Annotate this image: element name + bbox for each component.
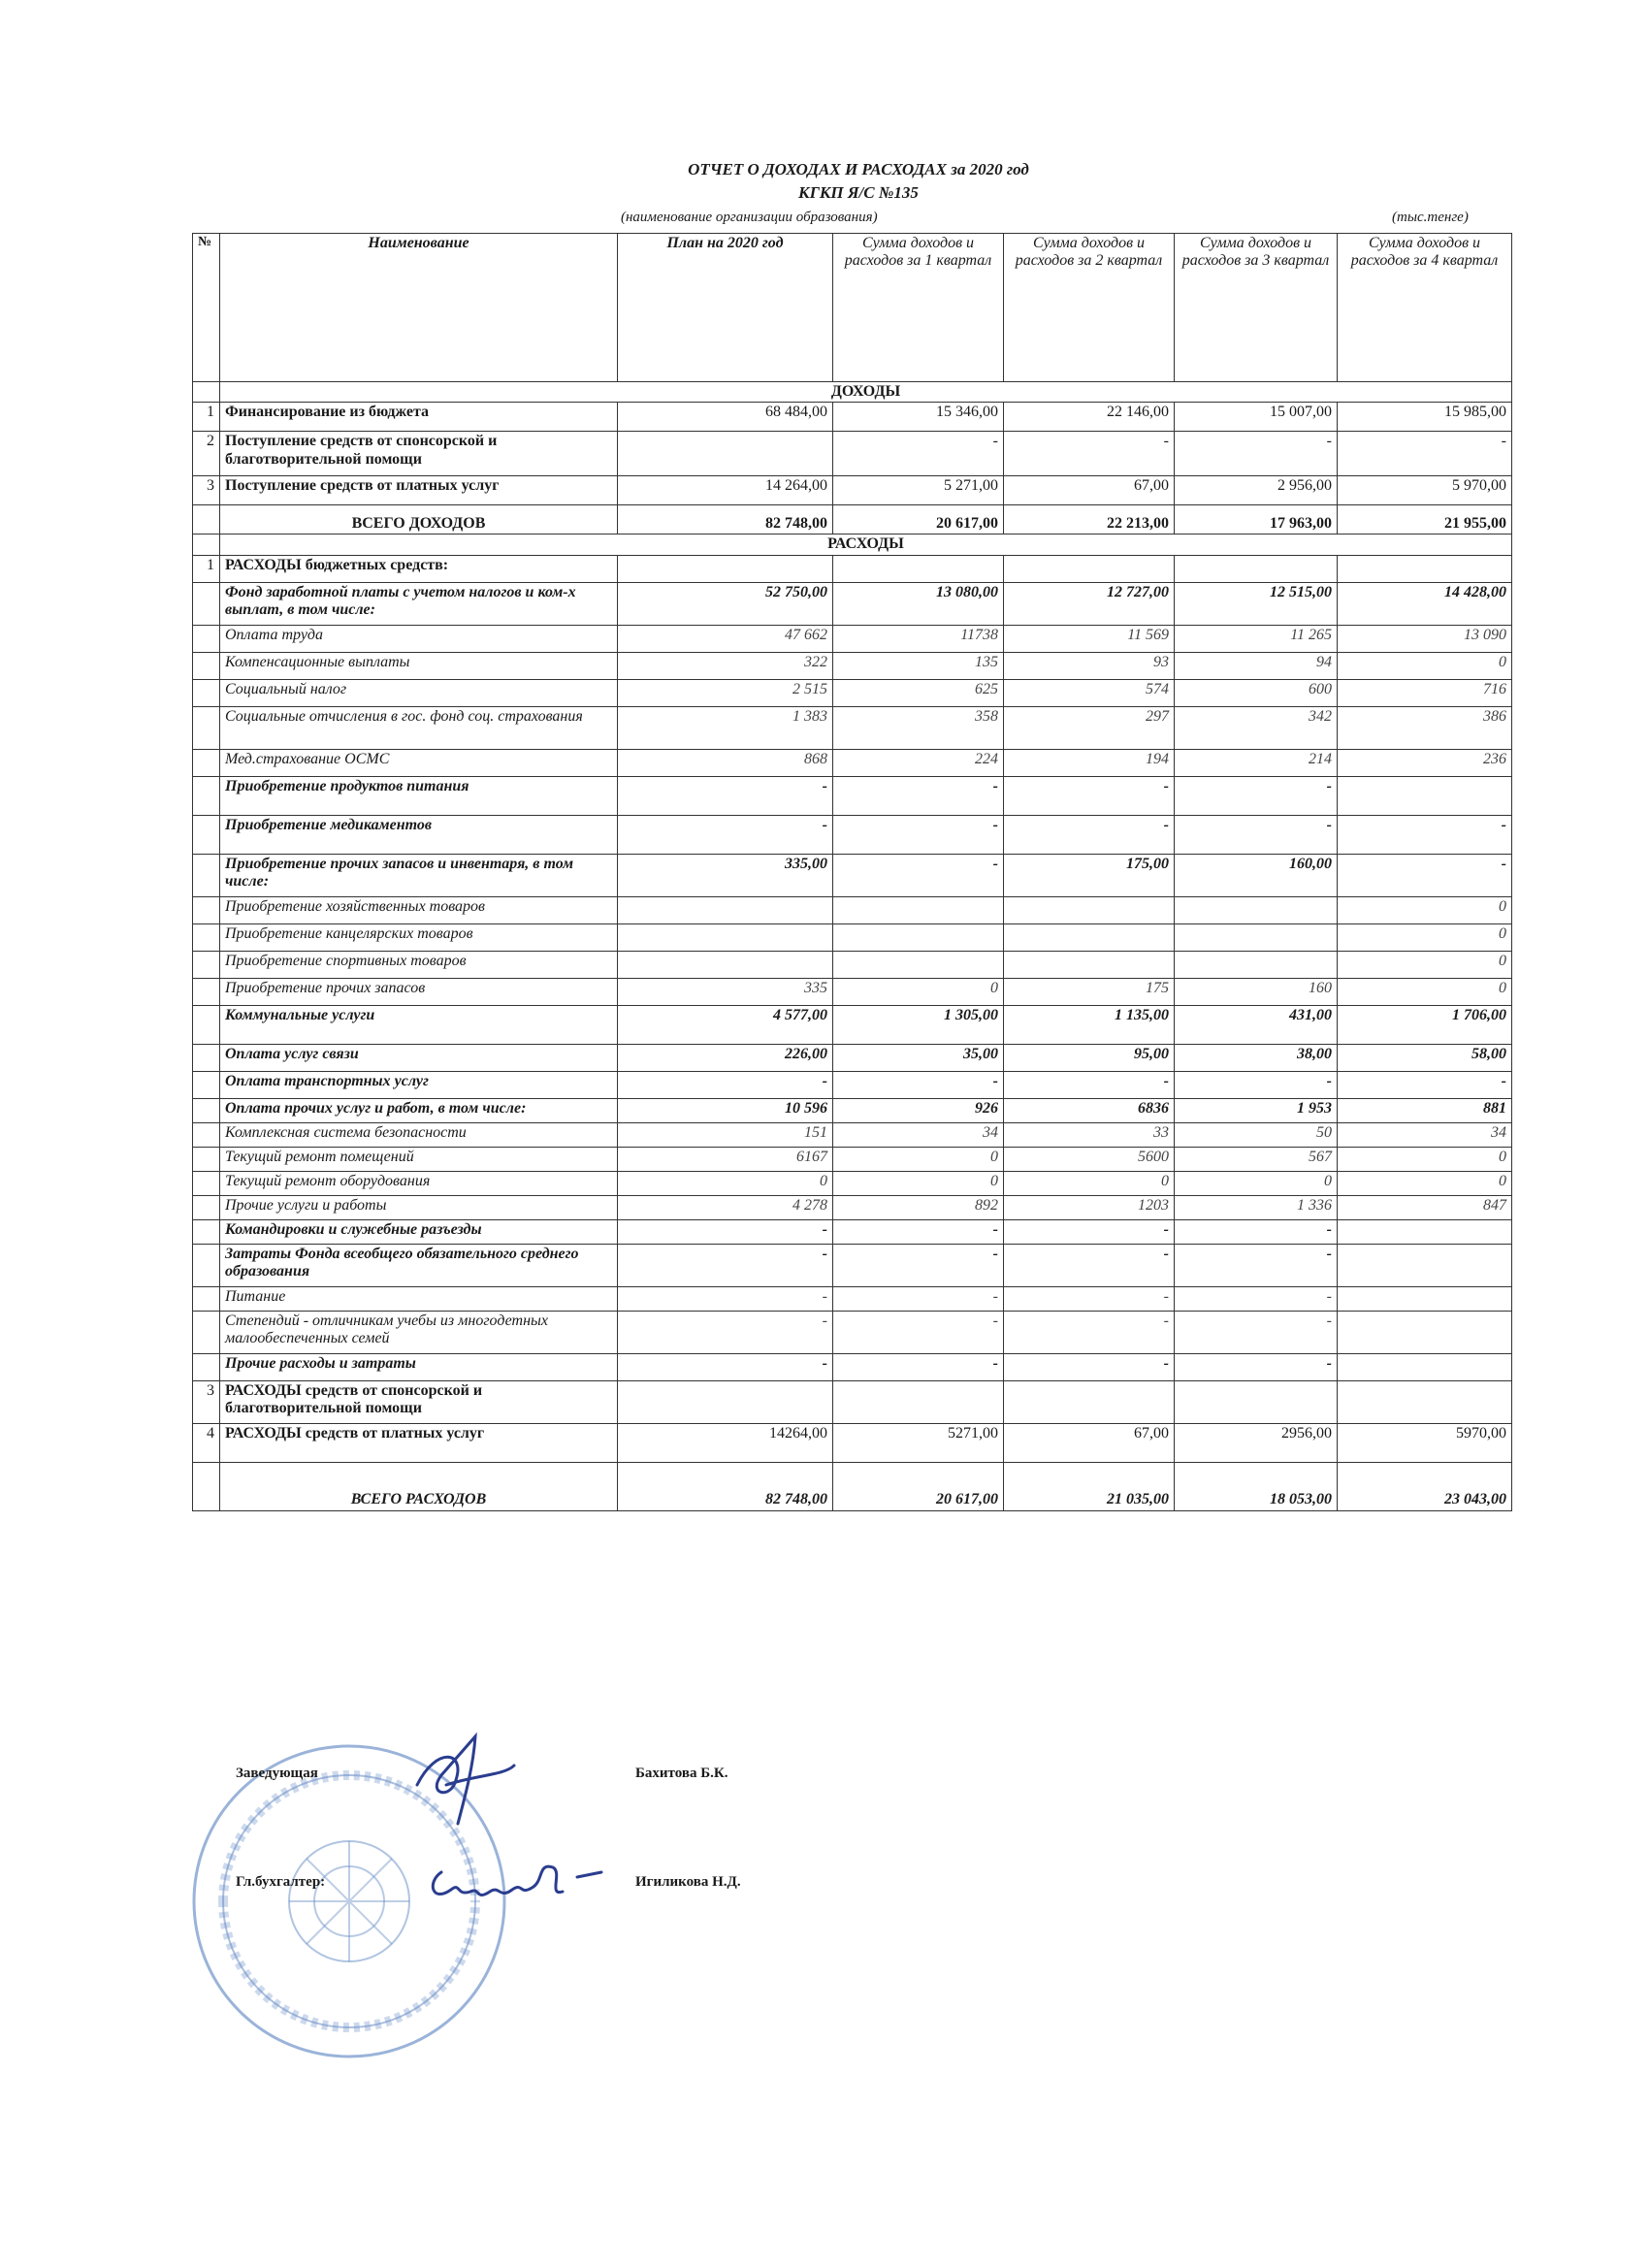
row-value [618, 951, 833, 978]
total-row [193, 1462, 1512, 1510]
row-value: 335,00 [618, 854, 833, 896]
row-value: 10 596 [618, 1098, 833, 1122]
row-value [1338, 1244, 1512, 1286]
row-name: Поступление средств от платных услуг [220, 476, 618, 505]
row-value: 15 007,00 [1175, 403, 1338, 432]
row-value: 47 662 [618, 625, 833, 652]
row-name: Комплексная система безопасности [220, 1122, 618, 1147]
accountant-name: Игиликова Н.Д. [635, 1874, 741, 1890]
row-name: Социальные отчисления в гос. фонд соц. страхования [220, 706, 618, 749]
row-value [1004, 555, 1175, 582]
row-name: Приобретение медикаментов [220, 815, 618, 854]
row-value [833, 555, 1004, 582]
table-row [193, 1005, 1512, 1044]
table-row [193, 923, 1512, 951]
row-value: 5 271,00 [833, 476, 1004, 505]
row-value: 892 [833, 1195, 1004, 1219]
row-name: Командировки и служебные разъезды [220, 1219, 618, 1244]
row-value: 6167 [618, 1147, 833, 1171]
row-number [193, 1311, 220, 1353]
row-value [1338, 776, 1512, 815]
row-value: 175,00 [1004, 854, 1175, 896]
col-q1: Сумма доходов и расходов за 1 квартал [833, 234, 1004, 382]
row-value [618, 432, 833, 476]
row-name: Питание [220, 1286, 618, 1311]
row-value: - [1175, 1286, 1338, 1311]
row-name: Социальный налог [220, 679, 618, 706]
row-number [193, 1147, 220, 1171]
row-value: 50 [1175, 1122, 1338, 1147]
row-value: - [618, 776, 833, 815]
total-label: ВСЕГО РАСХОДОВ [220, 1462, 618, 1510]
row-value [1004, 951, 1175, 978]
row-value: 14264,00 [618, 1423, 833, 1462]
row-value: 0 [1338, 1171, 1512, 1195]
row-value: - [618, 1219, 833, 1244]
row-name: Приобретение спортивных товаров [220, 951, 618, 978]
row-value [833, 923, 1004, 951]
row-number [193, 749, 220, 776]
row-number [193, 1353, 220, 1380]
row-value: 0 [833, 1147, 1004, 1171]
total-row [193, 505, 1512, 535]
total-value: 23 043,00 [1338, 1462, 1512, 1510]
row-number [193, 1219, 220, 1244]
row-number [193, 978, 220, 1005]
row-value: - [1004, 1353, 1175, 1380]
row-value: 38,00 [1175, 1044, 1338, 1071]
row-number: 2 [193, 432, 220, 476]
row-value: - [833, 1244, 1004, 1286]
row-number [193, 1195, 220, 1219]
row-value [1175, 1380, 1338, 1423]
total-value: 21 955,00 [1338, 505, 1512, 535]
row-value [1338, 555, 1512, 582]
row-value: 11 569 [1004, 625, 1175, 652]
row-value: 93 [1004, 652, 1175, 679]
report-title: ОТЧЕТ О ДОХОДАХ И РАСХОДАХ за 2020 год [688, 160, 1029, 178]
row-value: - [833, 854, 1004, 896]
total-label: ВСЕГО ДОХОДОВ [220, 505, 618, 535]
accountant-role-label: Гл.бухгалтер: [236, 1874, 326, 1890]
row-value: 431,00 [1175, 1005, 1338, 1044]
row-value [833, 1380, 1004, 1423]
row-name: Приобретение прочих запасов [220, 978, 618, 1005]
row-value: - [833, 432, 1004, 476]
row-name: Финансирование из бюджета [220, 403, 618, 432]
row-name: Мед.страхование ОСМС [220, 749, 618, 776]
row-value: 226,00 [618, 1044, 833, 1071]
row-name: Оплата услуг связи [220, 1044, 618, 1071]
table-row [193, 854, 1512, 896]
row-value: 4 278 [618, 1195, 833, 1219]
table-row [193, 555, 1512, 582]
row-value: 160 [1175, 978, 1338, 1005]
row-value: 881 [1338, 1098, 1512, 1122]
table-row [193, 1098, 1512, 1122]
row-value: 95,00 [1004, 1044, 1175, 1071]
row-value: - [1338, 854, 1512, 896]
row-value: - [833, 1071, 1004, 1098]
row-number [193, 1071, 220, 1098]
row-value: 335 [618, 978, 833, 1005]
table-row [193, 403, 1512, 432]
row-value: 0 [1338, 896, 1512, 923]
table-row [193, 1244, 1512, 1286]
row-value: 2956,00 [1175, 1423, 1338, 1462]
row-number [193, 854, 220, 896]
col-name: Наименование [220, 234, 618, 382]
total-value: 21 035,00 [1004, 1462, 1175, 1510]
row-number [193, 896, 220, 923]
row-value: - [1175, 1071, 1338, 1098]
row-value: 135 [833, 652, 1004, 679]
col-q3: Сумма доходов и расходов за 3 квартал [1175, 234, 1338, 382]
row-value: 160,00 [1175, 854, 1338, 896]
row-name: Фонд заработной платы с учетом налогов и ком-х выплат, в том числе: [220, 582, 618, 625]
row-value: 67,00 [1004, 476, 1175, 505]
total-value: 82 748,00 [618, 1462, 833, 1510]
row-number [193, 923, 220, 951]
row-name: Приобретение прочих запасов и инвентаря, в том числе: [220, 854, 618, 896]
row-value: 224 [833, 749, 1004, 776]
row-value: 22 146,00 [1004, 403, 1175, 432]
organization-name: КГКП Я/С №135 [798, 183, 919, 202]
row-value: 14 264,00 [618, 476, 833, 505]
head-role-label: Заведующая [236, 1766, 318, 1781]
row-value: 322 [618, 652, 833, 679]
table-row [193, 749, 1512, 776]
row-value: 297 [1004, 706, 1175, 749]
row-value: - [1175, 1219, 1338, 1244]
table-row [193, 476, 1512, 505]
row-number [193, 1098, 220, 1122]
row-number [193, 1122, 220, 1147]
row-value [833, 896, 1004, 923]
row-value: - [618, 1286, 833, 1311]
row-value [1338, 1311, 1512, 1353]
row-number [193, 815, 220, 854]
table-row [193, 978, 1512, 1005]
row-value: - [1175, 776, 1338, 815]
table-cell-empty [193, 1462, 220, 1510]
header-row [193, 234, 1512, 382]
row-number [193, 1044, 220, 1071]
row-value: - [1175, 1244, 1338, 1286]
row-number [193, 951, 220, 978]
row-value [618, 555, 833, 582]
row-value: 5 970,00 [1338, 476, 1512, 505]
row-value: 0 [1004, 1171, 1175, 1195]
row-value [618, 1380, 833, 1423]
table-row [193, 1147, 1512, 1171]
total-value: 82 748,00 [618, 505, 833, 535]
row-number: 4 [193, 1423, 220, 1462]
row-name: РАСХОДЫ бюджетных средств: [220, 555, 618, 582]
row-number [193, 1244, 220, 1286]
row-value: 342 [1175, 706, 1338, 749]
row-name: Компенсационные выплаты [220, 652, 618, 679]
table-row [193, 1353, 1512, 1380]
income-section [193, 382, 1512, 403]
organization-caption: (наименование организации образования) [621, 210, 878, 225]
row-value: - [1338, 815, 1512, 854]
table-row [193, 1171, 1512, 1195]
row-number [193, 679, 220, 706]
row-value: 0 [1338, 923, 1512, 951]
total-value: 17 963,00 [1175, 505, 1338, 535]
row-value: 151 [618, 1122, 833, 1147]
row-value [618, 896, 833, 923]
table-row [193, 582, 1512, 625]
row-value: 600 [1175, 679, 1338, 706]
row-value: - [1004, 1219, 1175, 1244]
row-value: - [1004, 1071, 1175, 1098]
row-value: - [1004, 1244, 1175, 1286]
row-value [1004, 896, 1175, 923]
row-value: 67,00 [1004, 1423, 1175, 1462]
row-value: - [833, 1353, 1004, 1380]
row-value: 13 090 [1338, 625, 1512, 652]
row-value: 1 336 [1175, 1195, 1338, 1219]
row-value: 2 515 [618, 679, 833, 706]
accountant-signature [417, 1843, 611, 1916]
row-value: 0 [1338, 652, 1512, 679]
row-value: 0 [1175, 1171, 1338, 1195]
row-value: - [1004, 1311, 1175, 1353]
table-row [193, 1195, 1512, 1219]
row-value: - [833, 1286, 1004, 1311]
table-cell-empty [193, 505, 220, 535]
row-value: - [833, 815, 1004, 854]
row-value: - [1175, 815, 1338, 854]
table-row [193, 951, 1512, 978]
row-value: 358 [833, 706, 1004, 749]
table-row [193, 679, 1512, 706]
row-value: 2 956,00 [1175, 476, 1338, 505]
col-num: № [193, 234, 220, 382]
head-name: Бахитова Б.К. [635, 1766, 728, 1781]
row-number [193, 1005, 220, 1044]
table-cell-empty [193, 535, 220, 555]
row-name: Поступление средств от спонсорской и благотворительной помощи [220, 432, 618, 476]
row-value: 625 [833, 679, 1004, 706]
table-row [193, 1219, 1512, 1244]
row-value: 33 [1004, 1122, 1175, 1147]
table-row [193, 432, 1512, 476]
row-name: Приобретение продуктов питания [220, 776, 618, 815]
currency-unit: (тыс.тенге) [1392, 210, 1469, 225]
row-value: 567 [1175, 1147, 1338, 1171]
row-number: 3 [193, 1380, 220, 1423]
row-value: - [618, 1244, 833, 1286]
row-value: 52 750,00 [618, 582, 833, 625]
total-value: 22 213,00 [1004, 505, 1175, 535]
row-name: Приобретение канцелярских товаров [220, 923, 618, 951]
row-name: Приобретение хозяйственных товаров [220, 896, 618, 923]
col-q4: Сумма доходов и расходов за 4 квартал [1338, 234, 1512, 382]
row-name: Текущий ремонт помещений [220, 1147, 618, 1171]
row-value: - [1175, 432, 1338, 476]
row-name: Оплата прочих услуг и работ, в том числе: [220, 1098, 618, 1122]
table-row [193, 1380, 1512, 1423]
row-value: 194 [1004, 749, 1175, 776]
row-value: - [618, 1311, 833, 1353]
row-value: - [1175, 1353, 1338, 1380]
row-value [1004, 1380, 1175, 1423]
row-value: 0 [618, 1171, 833, 1195]
income-section-label: ДОХОДЫ [220, 382, 1512, 403]
row-value: - [1004, 432, 1175, 476]
row-value [1175, 951, 1338, 978]
table-row [193, 1122, 1512, 1147]
table-body [193, 382, 1512, 1511]
row-value: 716 [1338, 679, 1512, 706]
table-row [193, 1311, 1512, 1353]
row-number [193, 652, 220, 679]
row-value: 6836 [1004, 1098, 1175, 1122]
table-row [193, 896, 1512, 923]
row-value: 1 953 [1175, 1098, 1338, 1122]
row-name: Оплата транспортных услуг [220, 1071, 618, 1098]
row-name: Прочие услуги и работы [220, 1195, 618, 1219]
row-value: - [1175, 1311, 1338, 1353]
row-value: - [1004, 1286, 1175, 1311]
table-row [193, 1044, 1512, 1071]
row-value: 847 [1338, 1195, 1512, 1219]
row-value: 12 727,00 [1004, 582, 1175, 625]
row-number [193, 776, 220, 815]
row-number: 1 [193, 555, 220, 582]
row-value: 68 484,00 [618, 403, 833, 432]
row-value [1338, 1353, 1512, 1380]
row-value [1004, 923, 1175, 951]
row-number [193, 706, 220, 749]
row-value: 0 [1338, 1147, 1512, 1171]
row-value: - [618, 815, 833, 854]
row-name: РАСХОДЫ средств от спонсорской и благотворительной помощи [220, 1380, 618, 1423]
table-cell-empty [193, 382, 220, 403]
row-value: 5600 [1004, 1147, 1175, 1171]
row-value: - [1004, 815, 1175, 854]
row-name: Затраты Фонда всеобщего обязательного среднего образования [220, 1244, 618, 1286]
row-value [833, 951, 1004, 978]
row-value: 1 383 [618, 706, 833, 749]
row-value: - [1338, 1071, 1512, 1098]
row-value: 574 [1004, 679, 1175, 706]
row-number [193, 1171, 220, 1195]
row-value: 0 [1338, 978, 1512, 1005]
row-value: 1203 [1004, 1195, 1175, 1219]
row-value: - [833, 1219, 1004, 1244]
expense-section-label: РАСХОДЫ [220, 535, 1512, 555]
row-value: 0 [833, 978, 1004, 1005]
row-value: 34 [833, 1122, 1004, 1147]
row-value: 1 135,00 [1004, 1005, 1175, 1044]
row-value [618, 923, 833, 951]
row-number: 1 [193, 403, 220, 432]
table-row [193, 776, 1512, 815]
row-number [193, 582, 220, 625]
col-plan: План на 2020 год [618, 234, 833, 382]
row-value: 15 985,00 [1338, 403, 1512, 432]
row-value: 13 080,00 [833, 582, 1004, 625]
row-value: 34 [1338, 1122, 1512, 1147]
row-number [193, 1286, 220, 1311]
row-value: - [1338, 432, 1512, 476]
row-value: 58,00 [1338, 1044, 1512, 1071]
row-value: 14 428,00 [1338, 582, 1512, 625]
row-value: 11738 [833, 625, 1004, 652]
row-value: - [833, 1311, 1004, 1353]
row-name: РАСХОДЫ средств от платных услуг [220, 1423, 618, 1462]
total-value: 20 617,00 [833, 505, 1004, 535]
row-value [1338, 1219, 1512, 1244]
row-value [1175, 923, 1338, 951]
row-value: 236 [1338, 749, 1512, 776]
row-name: Степендий - отличникам учебы из многодетных малообеспеченных семей [220, 1311, 618, 1353]
row-number: 3 [193, 476, 220, 505]
row-value: - [618, 1353, 833, 1380]
table-row [193, 1423, 1512, 1462]
table-row [193, 1286, 1512, 1311]
row-number [193, 625, 220, 652]
row-value: 35,00 [833, 1044, 1004, 1071]
table-row [193, 1071, 1512, 1098]
row-value: - [833, 776, 1004, 815]
row-value [1338, 1286, 1512, 1311]
total-value: 18 053,00 [1175, 1462, 1338, 1510]
row-value [1175, 896, 1338, 923]
row-value [1338, 1380, 1512, 1423]
row-value: 868 [618, 749, 833, 776]
row-value: 386 [1338, 706, 1512, 749]
row-value: 12 515,00 [1175, 582, 1338, 625]
row-value: 1 706,00 [1338, 1005, 1512, 1044]
row-value: 11 265 [1175, 625, 1338, 652]
row-value: 15 346,00 [833, 403, 1004, 432]
income-expense-table [192, 233, 1512, 1511]
table-row [193, 652, 1512, 679]
row-value: 175 [1004, 978, 1175, 1005]
col-q2: Сумма доходов и расходов за 2 квартал [1004, 234, 1175, 382]
table-row [193, 706, 1512, 749]
expense-section [193, 535, 1512, 555]
row-value: 926 [833, 1098, 1004, 1122]
row-value: 94 [1175, 652, 1338, 679]
row-value: 0 [833, 1171, 1004, 1195]
row-value: 1 305,00 [833, 1005, 1004, 1044]
row-value: - [1004, 776, 1175, 815]
row-value: 0 [1338, 951, 1512, 978]
table-row [193, 815, 1512, 854]
row-value: 214 [1175, 749, 1338, 776]
head-signature [398, 1727, 524, 1833]
row-name: Коммунальные услуги [220, 1005, 618, 1044]
row-name: Оплата труда [220, 625, 618, 652]
row-name: Прочие расходы и затраты [220, 1353, 618, 1380]
row-value: 4 577,00 [618, 1005, 833, 1044]
total-value: 20 617,00 [833, 1462, 1004, 1510]
row-value: 5271,00 [833, 1423, 1004, 1462]
row-value [1175, 555, 1338, 582]
row-value: 5970,00 [1338, 1423, 1512, 1462]
row-name: Текущий ремонт оборудования [220, 1171, 618, 1195]
table-row [193, 625, 1512, 652]
row-value: - [618, 1071, 833, 1098]
